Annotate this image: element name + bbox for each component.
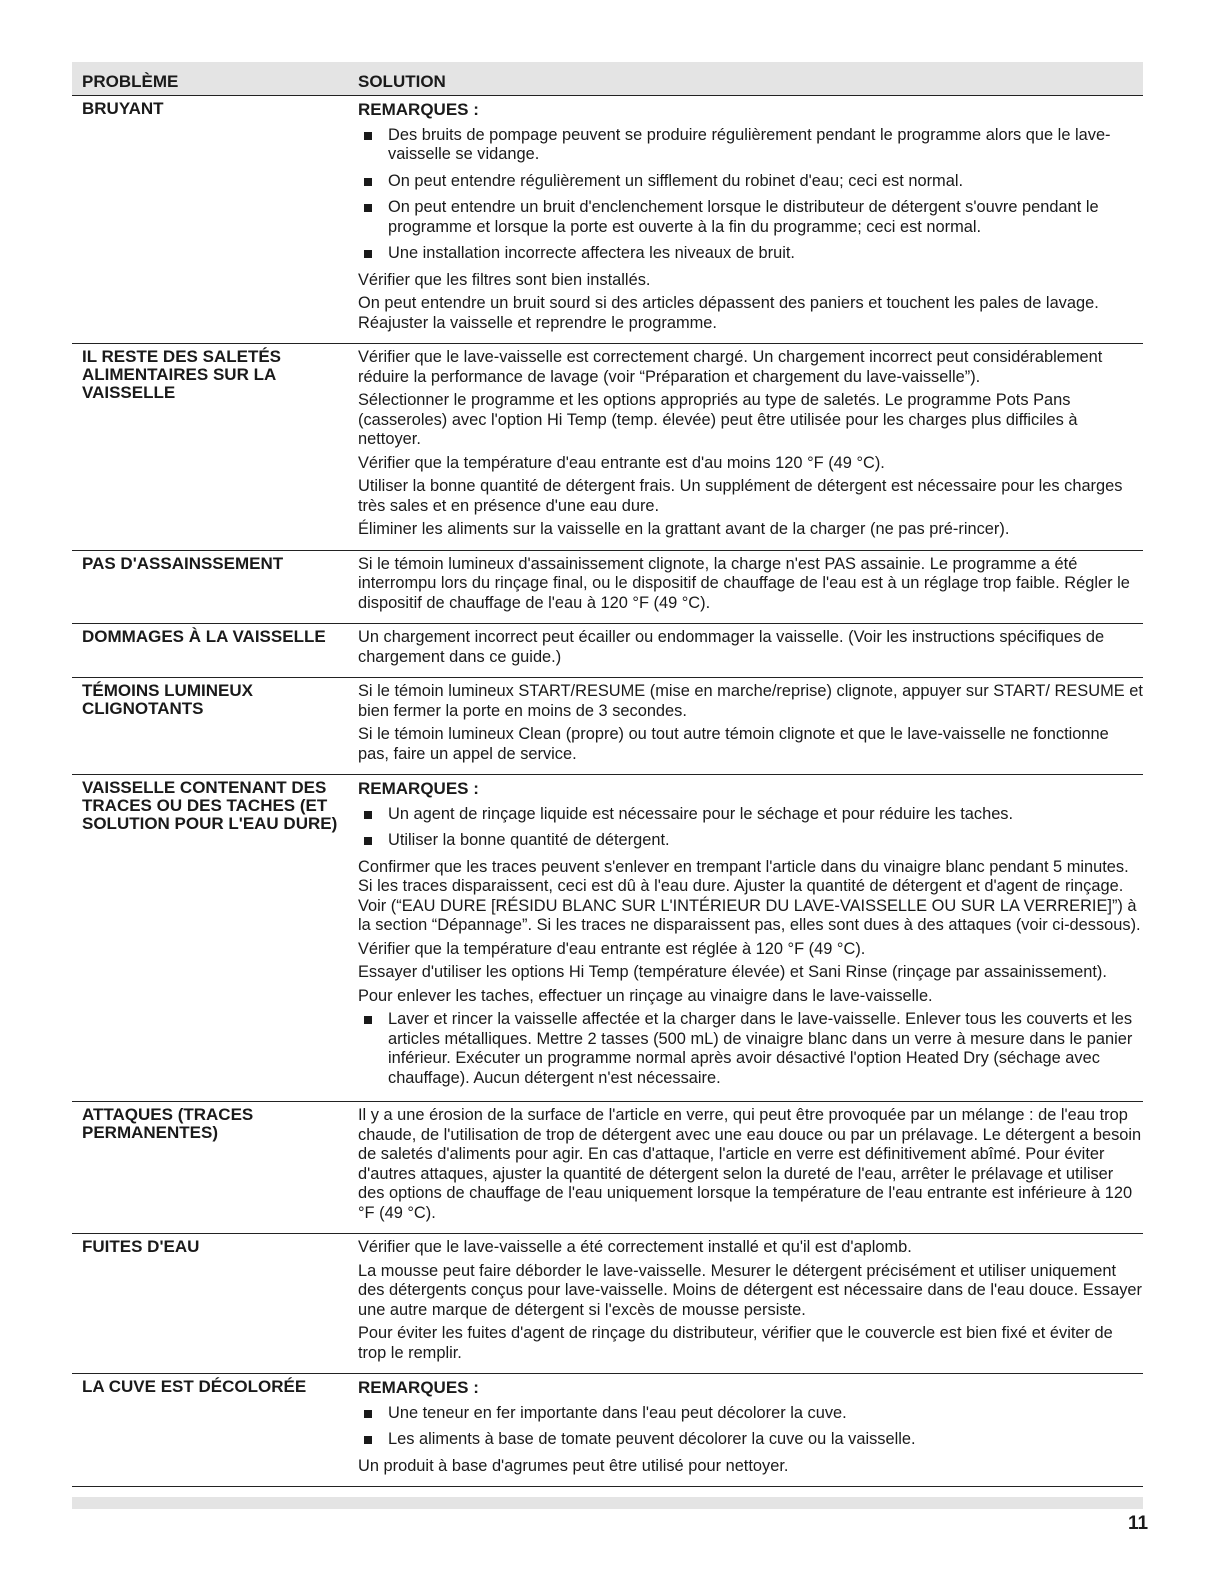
table-row (72, 344, 1143, 551)
solution-paragraph: Si le témoin lumineux Clean (propre) ou tout autre témoin clignote et que le lave-vaisselle ne fonctionne pas, faire un appel de service. (358, 725, 1109, 763)
problem-cell: ATTAQUES (TRACES PERMANENTES) (82, 1105, 254, 1142)
square-bullet-icon (358, 244, 388, 264)
table-row (72, 775, 1143, 1102)
square-bullet-icon (358, 1430, 388, 1450)
solution-cell (358, 1106, 1143, 1227)
problem-column-header: PROBLÈME (82, 72, 179, 91)
solution-paragraph: La mousse peut faire déborder le lave-vaisselle. Mesurer le détergent précisément et utiliser uniquement des détergents conçus pour lave-vaisselle. Moins de détergent est nécessaire dans de l'eau douce. Essayer une autre marque de détergent si l'excès de mousse persiste. (358, 1261, 1142, 1319)
problem-cell: PAS D'ASSAINSSEMENT (82, 553, 284, 573)
table-row (72, 624, 1143, 678)
solution-cell (358, 682, 1143, 768)
bullet-text: On peut entendre un bruit d'enclenchement lorsque le distributeur de détergent s'ouvre pendant le programme et lorsque la porte est ouverte à la fin du programme; ceci est normal. (388, 198, 1099, 236)
table-body (72, 96, 1143, 1487)
bullet-item (358, 198, 1143, 237)
solution-paragraph: Vérifier que les filtres sont bien installés. (358, 270, 651, 289)
troubleshooting-table (72, 62, 1143, 1487)
remarks-heading: REMARQUES : (358, 100, 479, 119)
solution-cell (358, 100, 1143, 337)
solution-cell (358, 779, 1143, 1095)
solution-paragraph: Éliminer les aliments sur la vaisselle en la grattant avant de la charger (ne pas pré-rincer). (358, 520, 1010, 538)
bullet-text: Un agent de rinçage liquide est nécessaire pour le séchage et pour réduire les taches. (388, 804, 1014, 823)
bullet-item (358, 831, 1143, 851)
square-bullet-icon (358, 172, 388, 192)
remarks-heading: REMARQUES : (358, 779, 479, 798)
bullet-text: Utiliser la bonne quantité de détergent. (388, 831, 670, 849)
bullet-item (358, 1404, 1143, 1424)
square-bullet-icon (358, 198, 388, 237)
solution-paragraph: Confirmer que les traces peuvent s'enlever en trempant l'article dans du vinaigre blanc pendant 5 minutes. Si les traces disparaissent, ceci est dû à l'eau dure. Ajuster la quantité de détergent et d'agent de rinçage. Voir (“EAU DURE [RÉSIDU BLANC SUR L'INTÉRIEUR DU LAVE-VAISSELLE OU SUR LA VERRERIE]”) à la section “Dépannage”. Si les traces ne disparaissent pas, elles sont dues à des attaques (voir ci-dessous). (358, 857, 1141, 934)
square-bullet-icon (358, 126, 388, 165)
solution-paragraph: Pour enlever les taches, effectuer un rinçage au vinaigre dans le lave-vaisselle. (358, 986, 933, 1005)
solution-paragraph: On peut entendre un bruit sourd si des articles dépassent des paniers et touchent les pales de lavage. Réajuster la vaisselle et reprendre le programme. (358, 294, 1099, 332)
solution-paragraph: Il y a une érosion de la surface de l'article en verre, qui peut être provoquée par un mélange : de l'eau trop chaude, de l'utilisation de trop de détergent avec une eau douce ou par un prélavage. Le détergent a besoin de saletés d'aliments pour agir. En cas d'attaque, l'article en verre est définitivement abîmé. Pour éviter d'autres attaques, ajuster la quantité de détergent selon la dureté de l'eau, arrêter le prélavage et utiliser des options de chauffage de l'eau uniquement lorsque la température de l'eau entrante est inférieure à 120 °F (49 °C). (358, 1106, 1142, 1222)
square-bullet-icon (358, 831, 388, 851)
footer-bar (72, 1497, 1143, 1509)
solution-column-header: SOLUTION (358, 72, 446, 91)
solution-cell (358, 348, 1143, 544)
solution-cell (358, 628, 1143, 671)
solution-cell (358, 1378, 1143, 1480)
bullet-item (358, 1430, 1143, 1450)
bullet-text: Des bruits de pompage peuvent se produire régulièrement pendant le programme alors que le lave-vaisselle se vidange. (388, 125, 1111, 163)
solution-paragraph: Pour éviter les fuites d'agent de rinçage du distributeur, vérifier que le couvercle est bien fixé et éviter de trop le remplir. (358, 1324, 1113, 1362)
problem-cell: TÉMOINS LUMINEUX CLIGNOTANTS (82, 681, 253, 718)
solution-paragraph: Essayer d'utiliser les options Hi Temp (température élevée) et Sani Rinse (rinçage par assainissement). (358, 963, 1107, 981)
table-row (72, 551, 1143, 625)
solution-paragraph: Si le témoin lumineux START/RESUME (mise en marche/reprise) clignote, appuyer sur START/ RESUME et bien fermer la porte en moins de 3 secondes. (358, 682, 1143, 720)
bullet-text: Les aliments à base de tomate peuvent décolorer la cuve ou la vaisselle. (388, 1430, 916, 1448)
problem-cell: FUITES D'EAU (82, 1237, 200, 1256)
problem-cell: BRUYANT (82, 99, 164, 118)
bullet-item (358, 244, 1143, 264)
solution-paragraph: Vérifier que le lave-vaisselle a été correctement installé et qu'il est d'aplomb. (358, 1238, 912, 1256)
table-header (72, 62, 1143, 96)
solution-paragraph: Un chargement incorrect peut écailler ou endommager la vaisselle. (Voir les instructions spécifiques de chargement dans ce guide.) (358, 628, 1105, 666)
bullet-text: Laver et rincer la vaisselle affectée et la charger dans le lave-vaisselle. Enlever tous les couverts et les articles métalliques. Mettre 2 tasses (500 mL) de vinaigre blanc dans un verre à mesure dans le panier inférieur. Exécuter un programme normal après avoir désactivé l'option Heated Dry (séchage avec chauffage). Aucun détergent n'est nécessaire. (388, 1010, 1133, 1087)
problem-cell: LA CUVE EST DÉCOLORÉE (82, 1377, 307, 1396)
table-row (72, 1102, 1143, 1234)
solution-cell (358, 1238, 1143, 1367)
bullet-item (358, 172, 1143, 192)
table-row (72, 1234, 1143, 1374)
solution-paragraph: Si le témoin lumineux d'assainissement clignote, la charge n'est PAS assainie. Le programme a été interrompu lors du rinçage final, ou le dispositif de chauffage de l'eau est à un réglage trop faible. Régler le dispositif de chauffage de l'eau à 120 °F (49 °C). (358, 554, 1130, 612)
page-number: 11 (1128, 1513, 1149, 1534)
solution-cell (358, 555, 1143, 618)
problem-cell: VAISSELLE CONTENANT DES TRACES OU DES TACHES (ET SOLUTION POUR L'EAU DURE) (82, 778, 338, 833)
solution-paragraph: Vérifier que la température d'eau entrante est réglée à 120 °F (49 °C). (358, 939, 866, 958)
bullet-text: Une installation incorrecte affectera les niveaux de bruit. (388, 244, 795, 262)
remarks-heading: REMARQUES : (358, 1378, 479, 1397)
table-row (72, 678, 1143, 775)
bullet-text: On peut entendre régulièrement un sifflement du robinet d'eau; ceci est normal. (388, 171, 964, 190)
bullet-text: Une teneur en fer importante dans l'eau peut décolorer la cuve. (388, 1403, 847, 1422)
bullet-item (358, 126, 1143, 165)
square-bullet-icon (358, 1010, 388, 1088)
solution-paragraph: Vérifier que la température d'eau entrante est d'au moins 120 °F (49 °C). (358, 453, 885, 472)
square-bullet-icon (358, 1404, 388, 1424)
bullet-item (358, 1010, 1143, 1088)
solution-paragraph: Vérifier que le lave-vaisselle est correctement chargé. Un chargement incorrect peut considérablement réduire la performance de lavage (voir “Préparation et chargement du lave-vaisselle”). (358, 348, 1103, 386)
solution-paragraph: Sélectionner le programme et les options appropriés au type de saletés. Le programme Pots Pans (casseroles) avec l'option Hi Temp (temp. élevée) peut être utilisée pour les charges plus difficiles à nettoyer. (358, 391, 1078, 448)
problem-cell: IL RESTE DES SALETÉS ALIMENTAIRES SUR LA VAISSELLE (82, 347, 282, 402)
bullet-item (358, 805, 1143, 825)
table-row (72, 1374, 1143, 1487)
square-bullet-icon (358, 805, 388, 825)
solution-paragraph: Un produit à base d'agrumes peut être utilisé pour nettoyer. (358, 1456, 789, 1475)
solution-paragraph: Utiliser la bonne quantité de détergent frais. Un supplément de détergent est nécessaire pour les charges très sales et en présence d'une eau dure. (358, 477, 1123, 515)
problem-cell: DOMMAGES À LA VAISSELLE (82, 627, 326, 646)
table-row (72, 96, 1143, 344)
